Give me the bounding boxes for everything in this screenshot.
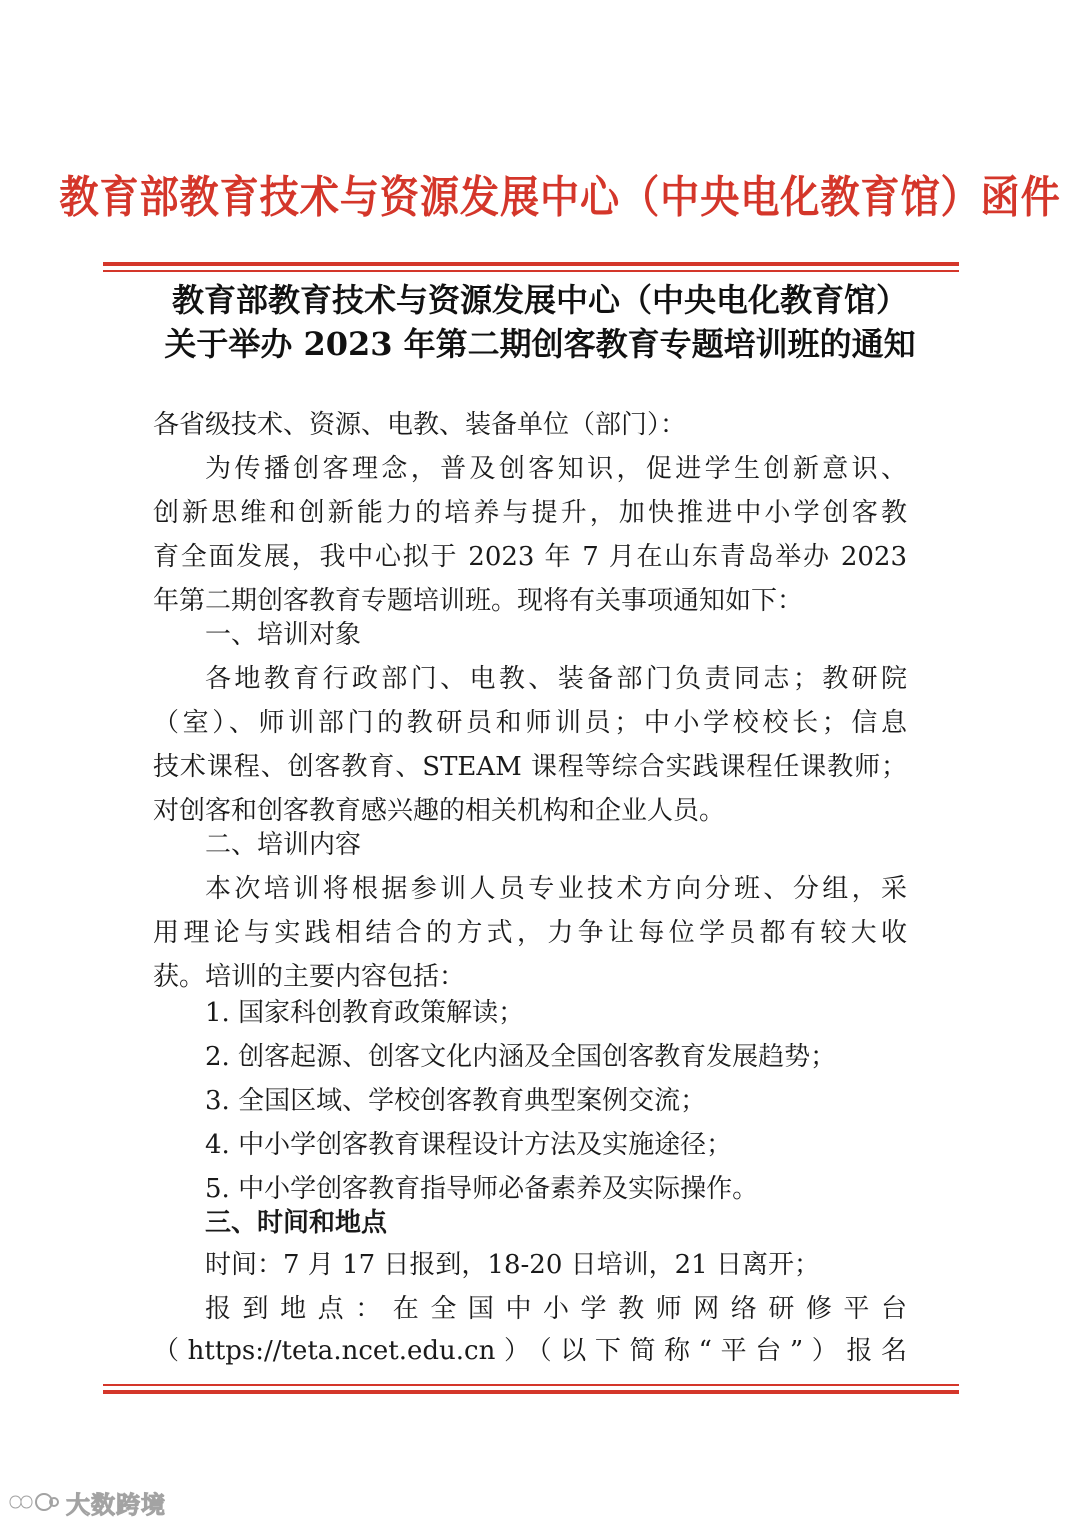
footer-rule-thin <box>103 1384 959 1386</box>
section-heading-2: 二、培训内容 <box>205 830 362 860</box>
section1-line: 各地教育行政部门、电教、装备部门负责同志；教研院 <box>205 664 907 694</box>
section1-line: （室）、师训部门的教研员和师训员；中小学校校长；信息 <box>153 708 907 738</box>
place-line: （https://teta.ncet.edu.cn）（以下简称“平台”）报名 <box>153 1336 907 1366</box>
watermark <box>8 1484 166 1520</box>
intro-line: 育全面发展，我中心拟于 2023 年 7 月在山东青岛举办 2023 <box>153 542 907 572</box>
notice-title-line1: 教育部教育技术与资源发展中心（中央电化教育馆） <box>171 281 908 319</box>
content-item: 5. 中小学创客教育指导师必备素养及实际操作。 <box>205 1174 759 1204</box>
content-item: 1. 国家科创教育政策解读； <box>205 998 525 1028</box>
section-heading-1: 一、培训对象 <box>205 620 362 650</box>
section1-line: 对创客和创客教育感兴趣的相关机构和企业人员。 <box>153 796 726 826</box>
section2-line: 用理论与实践相结合的方式，力争让每位学员都有较大收 <box>153 918 907 948</box>
section2-line: 本次培训将根据参训人员专业技术方向分班、分组，采 <box>205 874 907 904</box>
content-item: 3. 全国区域、学校创客教育典型案例交流； <box>205 1086 707 1116</box>
place-line: 报到地点：在全国中小学教师网络研修平台 <box>205 1294 907 1324</box>
section1-line: 技术课程、创客教育、STEAM 课程等综合实践课程任课教师； <box>153 752 907 782</box>
header-rule-thin <box>103 270 959 272</box>
infinity-logo-icon <box>8 1489 60 1515</box>
intro-line: 为传播创客理念，普及创客知识，促进学生创新意识、 <box>205 454 907 484</box>
letterhead-title: 教育部教育技术与资源发展中心（中央电化教育馆）函件 <box>59 172 1061 223</box>
time-line: 时间：7 月 17 日报到，18-20 日培训，21 日离开； <box>205 1250 820 1280</box>
header-rule-thick <box>103 262 959 266</box>
footer-rule-thick <box>103 1390 959 1394</box>
watermark-text: 大数跨境 <box>66 1490 166 1519</box>
intro-line: 创新思维和创新能力的培养与提升，加快推进中小学创客教 <box>153 498 907 528</box>
section-heading-3: 三、时间和地点 <box>205 1208 388 1238</box>
section2-line: 获。培训的主要内容包括： <box>153 962 466 992</box>
content-item: 2. 创客起源、创客文化内涵及全国创客教育发展趋势； <box>205 1042 837 1072</box>
notice-title-line2: 关于举办 2023 年第二期创客教育专题培训班的通知 <box>164 325 916 363</box>
intro-line: 年第二期创客教育专题培训班。现将有关事项通知如下： <box>153 586 804 616</box>
content-item: 4. 中小学创客教育课程设计方法及实施途径； <box>205 1130 733 1160</box>
salutation: 各省级技术、资源、电教、装备单位（部门）： <box>153 410 687 440</box>
